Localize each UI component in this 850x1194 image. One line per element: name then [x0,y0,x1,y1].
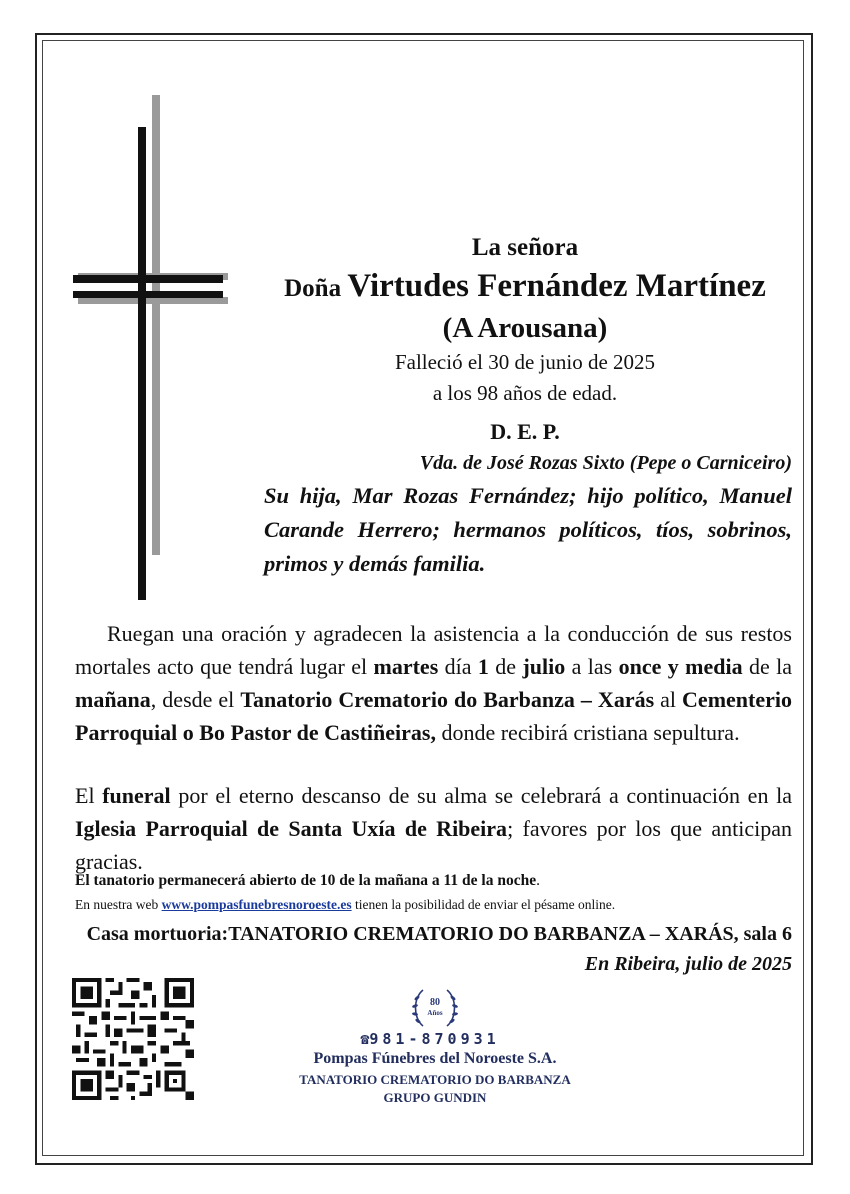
cemetery: Cementerio Parroquial o Bo Pastor de Castiñeiras, [75,687,792,745]
qr-code-icon[interactable] [72,978,194,1100]
day-name: martes [373,654,439,679]
text: Ruegan una oración y agradecen la asistencia a la conducción de sus restos mortales acto que tendrá lugar el [75,621,792,679]
origin-place: Tanatorio Crematorio do Barbanza – Xarás [240,687,655,712]
dep-text: D. E. P. [490,419,560,444]
cross-icon [70,95,240,600]
funeral-paragraph [75,779,792,878]
name-prefix: Doña [284,275,342,302]
web-note [75,897,615,913]
time: once y media [618,654,743,679]
text: ; favores por los que anticipan gracias. [75,816,792,874]
website-link[interactable]: www.pompasfunebresnoroeste.es [161,897,352,912]
anniversary-emblem-icon [407,982,463,1032]
widow-of: Vda. de José Rozas Sixto (Pepe o Carniceiro) [419,452,792,474]
emblem-word: Años [427,1009,443,1017]
church: Iglesia Parroquial de Santa Uxía de Ribeira [75,816,508,841]
text: de la [742,654,793,679]
ceremony-paragraph [75,617,792,749]
text: de [488,654,523,679]
day-number: 1 [477,654,489,679]
text: al [654,687,683,712]
funeral-word: funeral [102,783,171,808]
hours-end: . [536,872,540,889]
text: por el eterno descanso de su alma se celebrará a continuación en la [170,783,792,808]
deceased-alias: (A Arousana) [442,312,608,344]
web-suffix: tienen la posibilidad de enviar el pésame online. [351,897,616,912]
phone-icon: ☎ [360,1030,370,1048]
funeral-home: Casa mortuoria:TANATORIO CREMATORIO DO BARBANZA – XARÁS, sala 6 [86,923,792,945]
phone-number[interactable] [280,1030,580,1048]
text: donde recibirá cristiana sepultura. [435,720,740,745]
place-date: En Ribeira, julio de 2025 [584,953,792,975]
month: julio [522,654,566,679]
text: a las [565,654,619,679]
phone-digits: 981-870931 [369,1030,500,1048]
text: El [75,783,103,808]
age: a los 98 años de edad. [432,381,618,405]
deceased-name [250,268,800,305]
family-list: Su hija, Mar Rozas Fernández; hijo político, Manuel Carande Herrero; hermanos políticos, tíos, sobrinos, primos y demás familia. [264,483,792,576]
death-date: Falleció el 30 de junio de 2025 [394,350,656,374]
time-of-day: mañana [75,687,151,712]
company-group: GRUPO GUNDIN [383,1090,487,1105]
hours-note [75,872,540,890]
web-prefix: En nuestra web [75,897,162,912]
text: día [438,654,478,679]
hours-text: El tanatorio permanecerá abierto de 10 de la mañana a 11 de la noche [75,872,537,889]
name-full: Virtudes Fernández Martínez [347,268,766,304]
emblem-number: 80 [430,997,440,1008]
company-name: Pompas Fúnebres del Noroeste S.A. [313,1050,557,1067]
text: , desde el [150,687,241,712]
company-tanatorio: TANATORIO CREMATORIO DO BARBANZA [299,1072,571,1087]
title-senora: La señora [471,234,579,261]
